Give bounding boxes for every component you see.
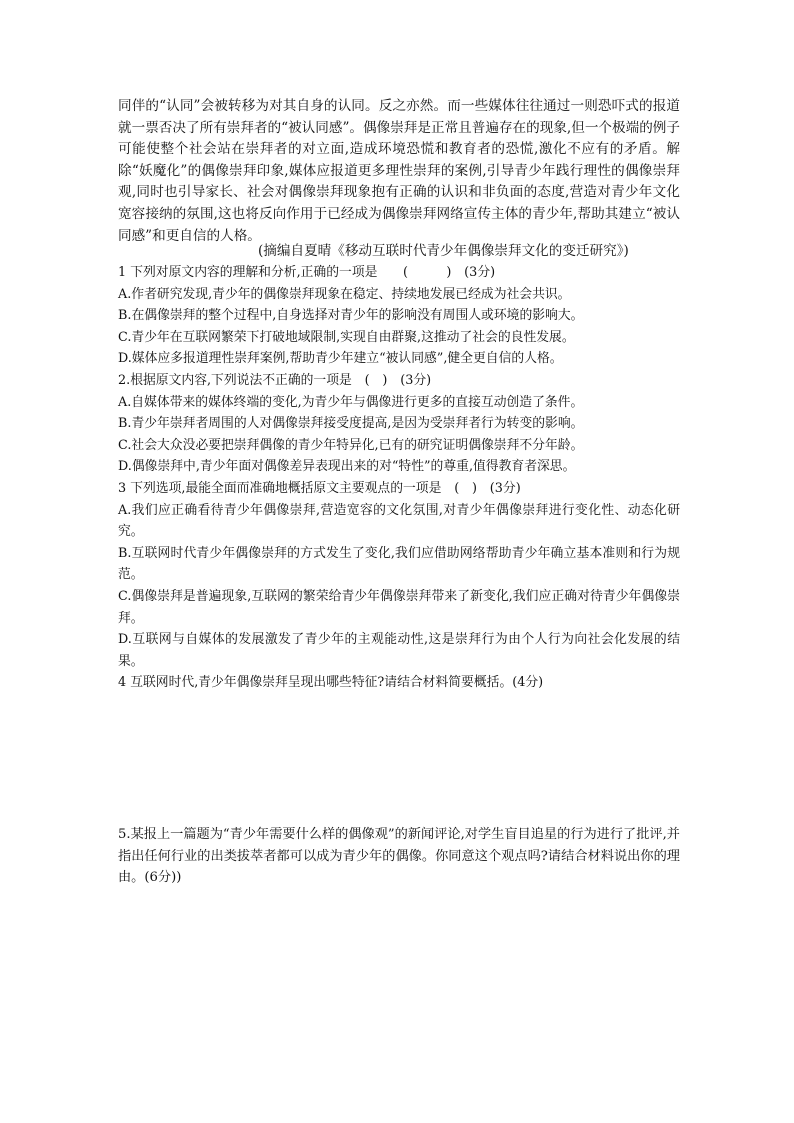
option-d: D.互联网与自媒体的发展激发了青少年的主观能动性,这是崇拜行为由个人行为向社会化发展的结果。: [118, 632, 680, 669]
answer-space-question-4: [118, 690, 680, 810]
question-stem: 4 互联网时代,青少年偶像崇拜呈现出哪些特征?请结合材料简要概括。(4分): [118, 675, 544, 691]
option-b: B.青少年崇拜者周围的人对偶像崇拜接受度提高,是因为受崇拜者行为转变的影响。: [118, 416, 584, 432]
option-d: D.偶像崇拜中,青少年面对偶像差异表现出来的对“特性”的尊重,值得教育者深思。: [118, 459, 576, 475]
option-a: A.自媒体带来的媒体终端的变化,为青少年与偶像进行更多的直接互动创造了条件。: [118, 394, 584, 410]
option-b: B.在偶像崇拜的整个过程中,自身选择对青少年的影响没有周围人或环境的影响大。: [118, 308, 584, 324]
option-a: A.我们应正确看待青少年偶像崇拜,营造宽容的文化氛围,对青少年偶像崇拜进行变化性、动态化研究。: [118, 502, 680, 540]
option-c: C.社会大众没必要把崇拜偶像的青少年特异化,已有的研究证明偶像崇拜不分年龄。: [118, 437, 584, 453]
question-5: 5.某报上一篇题为“青少年需要什么样的偶像观”的新闻评论,对学生盲目追星的行为进行了批评,并指出任何行业的出类拔萃者都可以成为青少年的偶像。你同意这个观点吗?请结合材料说出你的理由。(6分)): [118, 827, 680, 886]
option-c: C.青少年在互联网繁荣下打破地域限制,实现自由群聚,这推动了社会的良性发展。: [118, 329, 575, 345]
reading-passage: [118, 96, 680, 247]
question-2: [118, 370, 680, 478]
question-1: [118, 262, 680, 370]
passage-paragraph: 同伴的“认同”会被转移为对其自身的认同。反之亦然。而一些媒体往往通过一则恐吓式的报道就一票否决了所有崇拜者的“被认同感”。偶像崇拜是正常且普遍存在的现象,但一个极端的例子可能使整个社会站在崇拜者的对立面,造成环境恐慌和教育者的恐慌,激化不应有的矛盾。解除“妖魔化”的偶像崇拜印象,媒体应报道更多理性崇拜的案例,引导青少年践行理性的偶像崇拜观,同时也引导家长、社会对偶像崇拜现象抱有正确的认识和非负面的态度,营造对青少年文化宽容接纳的氛围,这也将反向作用于已经成为偶像崇拜网络宣传主体的青少年,帮助其建立“被认同感”和更自信的人格。: [118, 98, 680, 244]
question-stem: 1 下列对原文内容的理解和分析,正确的一项是 ( ) (3分): [118, 265, 496, 280]
option-b: B.互联网时代青少年偶像崇拜的方式发生了变化,我们应借助网络帮助青少年确立基本准则和行为规范。: [118, 545, 680, 583]
option-a: A.作者研究发现,青少年的偶像崇拜现象在稳定、持续地发展已经成为社会共识。: [118, 286, 571, 302]
question-3: [118, 478, 680, 672]
question-list: [118, 262, 680, 694]
question-stem: 3 下列选项,最能全面而准确地概括原文主要观点的一项是 ( ) (3分): [118, 480, 521, 496]
answer-space-question-5: [118, 900, 680, 1080]
passage-source: (摘编自夏晴《移动互联时代青少年偶像崇拜文化的变迁研究》): [258, 243, 629, 259]
option-d: D.媒体应多报道理性崇拜案例,帮助青少年建立“被认同感”,健全更自信的人格。: [118, 351, 563, 367]
question-stem: 2.根据原文内容,下列说法不正确的一项是 ( ) (3分): [118, 372, 432, 388]
option-c: C.偶像崇拜是普遍现象,互联网的繁荣给青少年偶像崇拜带来了新变化,我们应正确对待青少年偶像崇拜。: [118, 588, 680, 626]
